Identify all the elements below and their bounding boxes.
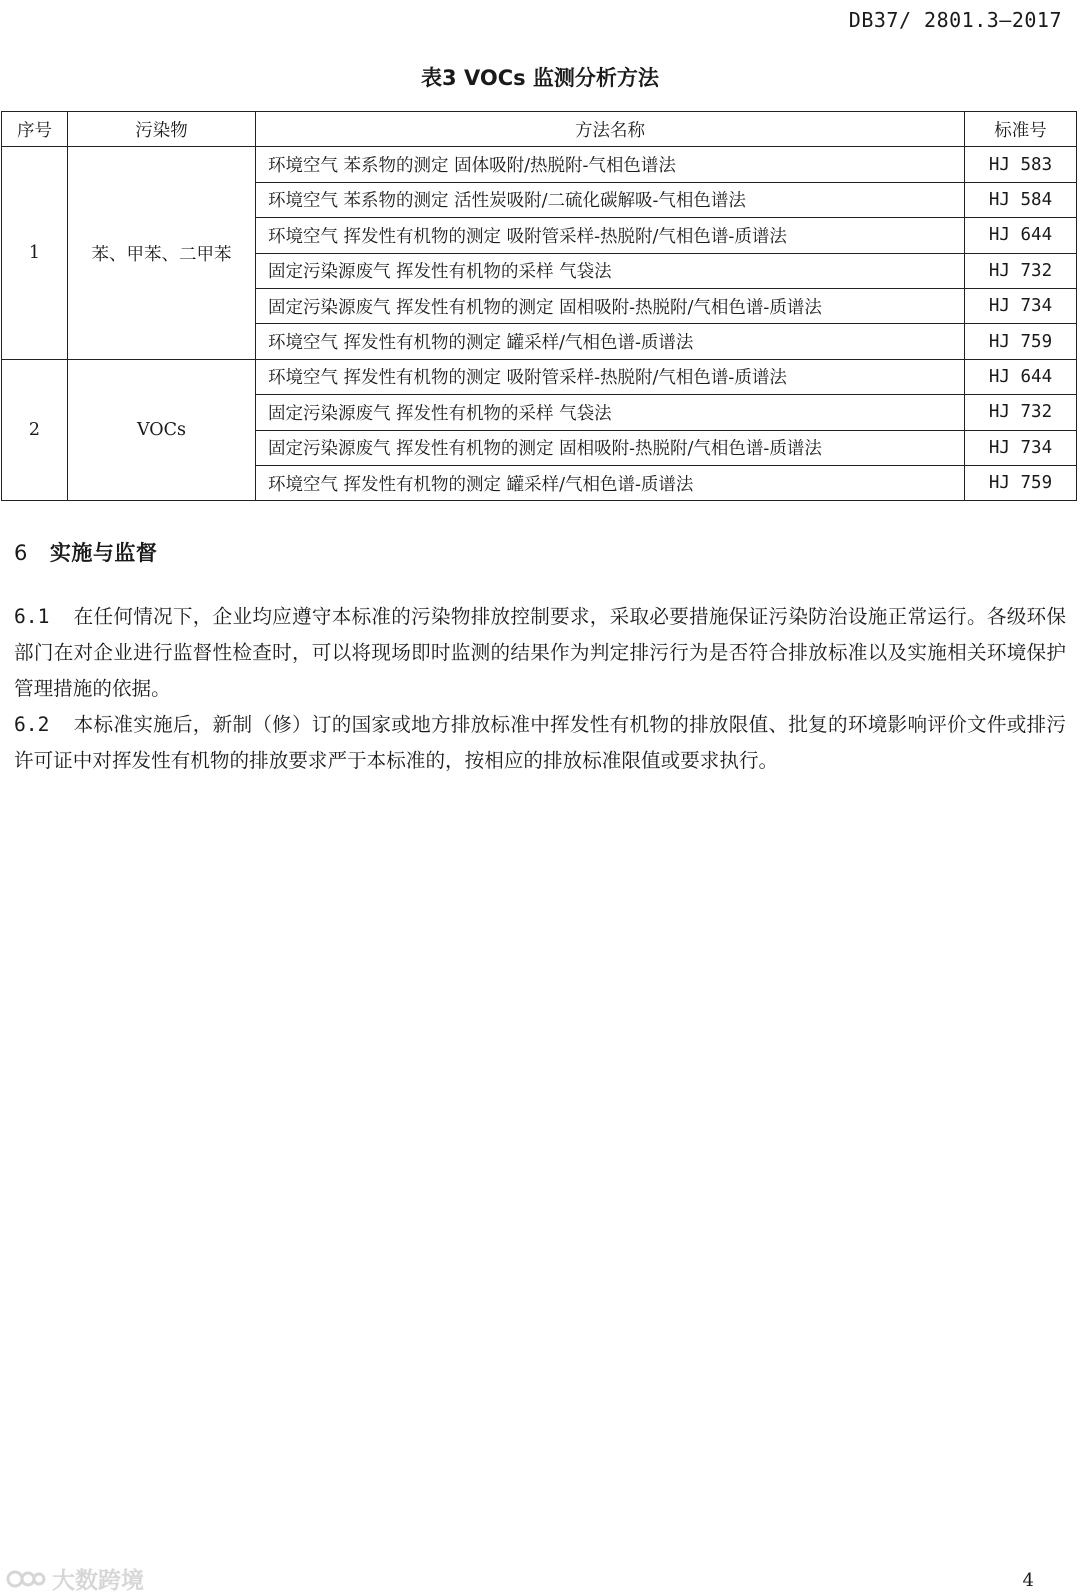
method-cell: 环境空气 挥发性有机物的测定 吸附管采样-热脱附/气相色谱-质谱法 xyxy=(256,359,965,394)
standard-cell: HJ 644 xyxy=(965,359,1077,394)
method-cell: 环境空气 挥发性有机物的测定 吸附管采样-热脱附/气相色谱-质谱法 xyxy=(256,218,965,253)
paragraph-text: 在任何情况下，企业均应遵守本标准的污染物排放控制要求，采取必要措施保证污染防治设施正常运行。各级环保部门在对企业进行监督性检查时，可以将现场即时监测的结果作为判定排污行为是否符合排放标准以及实施相关环境保护管理措施的依据。 xyxy=(14,605,1066,700)
method-cell: 环境空气 苯系物的测定 活性炭吸附/二硫化碳解吸-气相色谱法 xyxy=(256,182,965,217)
table-row xyxy=(2,147,1077,182)
header-method: 方法名称 xyxy=(256,112,965,147)
document-code: DB37/ 2801.3—2017 xyxy=(848,8,1062,32)
table-row xyxy=(2,359,1077,394)
paragraph-number: 6.2 xyxy=(14,713,50,736)
paragraph-6-1 xyxy=(14,599,1066,707)
header-standard: 标准号 xyxy=(965,112,1077,147)
watermark xyxy=(6,1562,144,1594)
paragraph-text: 本标准实施后，新制（修）订的国家或地方排放标准中挥发性有机物的排放限值、批复的环境影响评价文件或排污许可证中对挥发性有机物的排放要求严于本标准的，按相应的排放标准限值或要求执行。 xyxy=(14,713,1066,772)
methods-table xyxy=(1,111,1077,501)
seq-cell: 2 xyxy=(2,359,68,501)
method-cell: 环境空气 挥发性有机物的测定 罐采样/气相色谱-质谱法 xyxy=(256,324,965,359)
pollutant-cell: VOCs xyxy=(68,359,256,501)
table-title: 表3 VOCs 监测分析方法 xyxy=(421,66,659,90)
watermark-logo-icon xyxy=(6,1567,46,1591)
method-cell: 固定污染源废气 挥发性有机物的测定 固相吸附-热脱附/气相色谱-质谱法 xyxy=(256,430,965,465)
method-cell: 固定污染源废气 挥发性有机物的测定 固相吸附-热脱附/气相色谱-质谱法 xyxy=(256,288,965,323)
section-heading xyxy=(14,537,157,567)
section-number: 6 xyxy=(14,541,28,565)
watermark-text: 大数跨境 xyxy=(52,1568,144,1594)
method-cell: 环境空气 挥发性有机物的测定 罐采样/气相色谱-质谱法 xyxy=(256,465,965,500)
standard-cell: HJ 759 xyxy=(965,324,1077,359)
page-number: 4 xyxy=(1022,1570,1034,1591)
paragraph-6-2 xyxy=(14,707,1066,779)
pollutant-cell: 苯、甲苯、二甲苯 xyxy=(68,147,256,359)
seq-cell: 1 xyxy=(2,147,68,359)
method-cell: 固定污染源废气 挥发性有机物的采样 气袋法 xyxy=(256,395,965,430)
header-seq: 序号 xyxy=(2,112,68,147)
standard-cell: HJ 734 xyxy=(965,288,1077,323)
standard-cell: HJ 584 xyxy=(965,182,1077,217)
section-title: 实施与监督 xyxy=(49,541,158,565)
standard-cell: HJ 644 xyxy=(965,218,1077,253)
standard-cell: HJ 734 xyxy=(965,430,1077,465)
standard-cell: HJ 759 xyxy=(965,465,1077,500)
standard-cell: HJ 583 xyxy=(965,147,1077,182)
paragraph-number: 6.1 xyxy=(14,605,50,628)
method-cell: 固定污染源废气 挥发性有机物的采样 气袋法 xyxy=(256,253,965,288)
standard-cell: HJ 732 xyxy=(965,253,1077,288)
method-cell: 环境空气 苯系物的测定 固体吸附/热脱附-气相色谱法 xyxy=(256,147,965,182)
standard-cell: HJ 732 xyxy=(965,395,1077,430)
table-header-row xyxy=(2,112,1077,147)
header-pollutant: 污染物 xyxy=(68,112,256,147)
